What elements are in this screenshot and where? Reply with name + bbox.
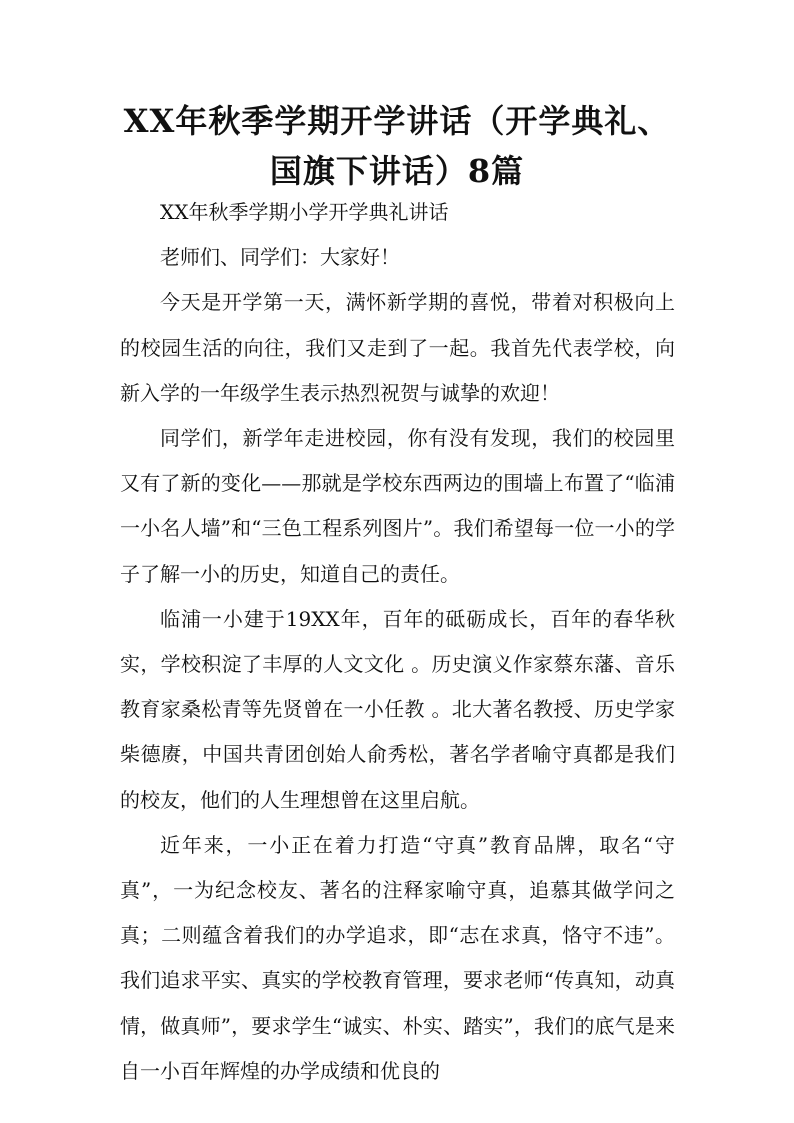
body-paragraph: 临浦一小建于19XX年，百年的砥砺成长，百年的春华秋实，学校积淀了丰厚的人文文化 。历史演义作家蔡东藩、音乐教育家桑松青等先贤曾在一小任教 。北大著名教授、历史学家柴德赓，中国共青团创始人俞秀松，著名学者喻守真都是我们的校友，他们的人生理想曾在这里启航。 xyxy=(120,606,675,812)
speech-heading: XX年秋季学期小学开学典礼讲话 xyxy=(160,200,449,224)
document-title: XX年秋季学期开学讲话（开学典礼、国旗下讲话）8篇 xyxy=(123,102,671,190)
body-paragraph: 近年来，一小正在着力打造“守真”教育品牌，取名“守真”，一为纪念校友、著名的注释家喻守真，追慕其做学问之真；二则蕴含着我们的办学追求，即“志在求真，恪守不违”。我们追求平实、真实的学校教育管理，要求老师“传真知，动真情，做真师”，要求学生“诚实、朴实、踏实”，我们的底气是来自一小百年辉煌的办学成绩和优良的 xyxy=(120,832,675,1083)
greeting-paragraph: 老师们、同学们：大家好！ xyxy=(160,245,400,270)
body-paragraph: 同学们，新学年走进校园，你有没有发现，我们的校园里又有了新的变化——那就是学校东西两边的围墙上布置了“临浦一小名人墙”和“三色工程系列图片”。我们希望每一位一小的学子了解一小的历史，知道自己的责任。 xyxy=(120,426,675,586)
document-body xyxy=(120,190,675,1094)
body-paragraph: 今天是开学第一天，满怀新学期的喜悦，带着对积极向上的校园生活的向往，我们又走到了一起。我首先代表学校，向新入学的一年级学生表示热烈祝贺与诚挚的欢迎！ xyxy=(120,290,675,405)
